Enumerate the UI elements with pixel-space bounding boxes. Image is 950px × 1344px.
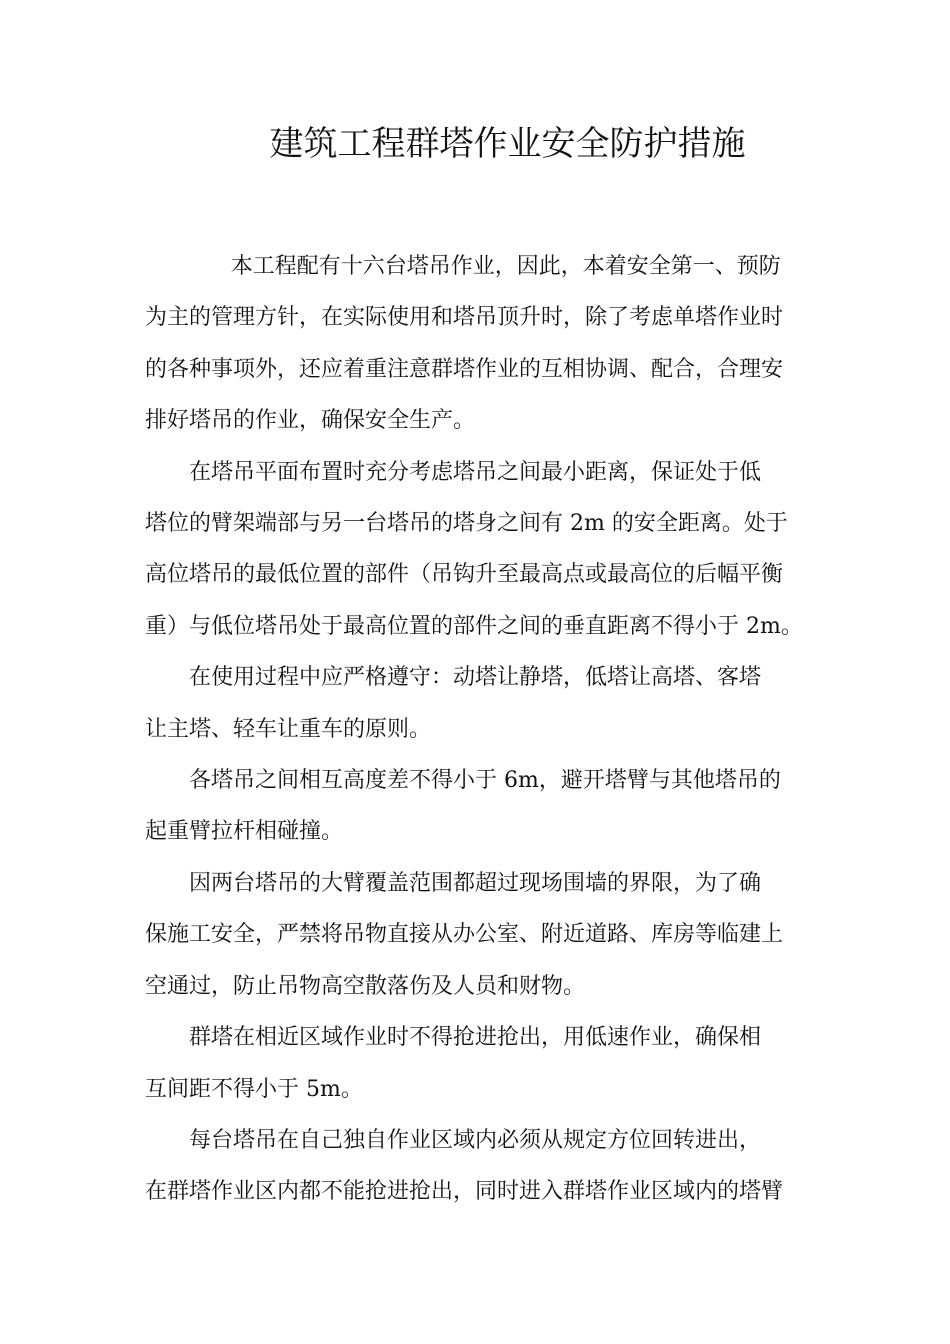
paragraph-line: 重）与低位塔吊处于最高位置的部件之间的垂直距离不得小于 2m。 — [145, 613, 803, 639]
paragraph-line: 在使用过程中应严格遵守：动塔让静塔，低塔让高塔、客塔 — [189, 665, 762, 691]
paragraph-line: 的各种事项外，还应着重注意群塔作业的互相协调、配合，合理安 — [145, 356, 784, 382]
paragraph-line: 空通过，防止吊物高空散落伤及人员和财物。 — [145, 973, 586, 999]
paragraph-3 — [145, 652, 795, 755]
paragraph-line: 群塔在相近区域作业时不得抢进抢出，用低速作业，确保相 — [189, 1025, 762, 1051]
paragraph-line: 塔位的臂架端部与另一台塔吊的塔身之间有 2m 的安全距离。处于 — [145, 511, 788, 537]
paragraph-line: 在塔吊平面布置时充分考虑塔吊之间最小距离，保证处于低 — [189, 459, 762, 485]
paragraph-7 — [145, 1115, 795, 1218]
paragraph-line: 在群塔作业区内都不能抢进抢出，同时进入群塔作业区域内的塔臂 — [145, 1179, 784, 1205]
paragraph-line: 高位塔吊的最低位置的部件（吊钩升至最高点或最高位的后幅平衡 — [145, 562, 784, 588]
paragraph-line: 保施工安全，严禁将吊物直接从办公室、附近道路、库房等临建上 — [145, 922, 784, 948]
paragraph-5 — [145, 858, 795, 1012]
paragraph-4 — [145, 755, 795, 858]
paragraph-line: 为主的管理方针，在实际使用和塔吊顶升时，除了考虑单塔作业时 — [145, 305, 784, 331]
paragraph-line: 因两台塔吊的大臂覆盖范围都超过现场围墙的界限，为了确 — [189, 870, 762, 896]
paragraph-line: 本工程配有十六台塔吊作业，因此，本着安全第一、预防 — [230, 254, 781, 279]
paragraph-line: 让主塔、轻车让重车的原则。 — [145, 716, 432, 742]
paragraph-6 — [145, 1012, 795, 1115]
document-title: 建筑工程群塔作业安全防护措施 — [269, 124, 746, 164]
paragraph-line: 排好塔吊的作业，确保安全生产。 — [145, 408, 476, 434]
paragraph-1 — [145, 241, 795, 447]
document-body — [145, 241, 803, 1218]
paragraph-line: 每台塔吊在自己独自作业区域内必须从规定方位回转进出， — [189, 1127, 762, 1153]
paragraph-line: 各塔吊之间相互高度差不得小于 6m，避开塔臂与其他塔吊的 — [189, 768, 781, 794]
paragraph-line: 互间距不得小于 5m。 — [145, 1076, 363, 1102]
paragraph-line: 起重臂拉杆相碰撞。 — [145, 819, 344, 845]
paragraph-2 — [145, 447, 803, 653]
